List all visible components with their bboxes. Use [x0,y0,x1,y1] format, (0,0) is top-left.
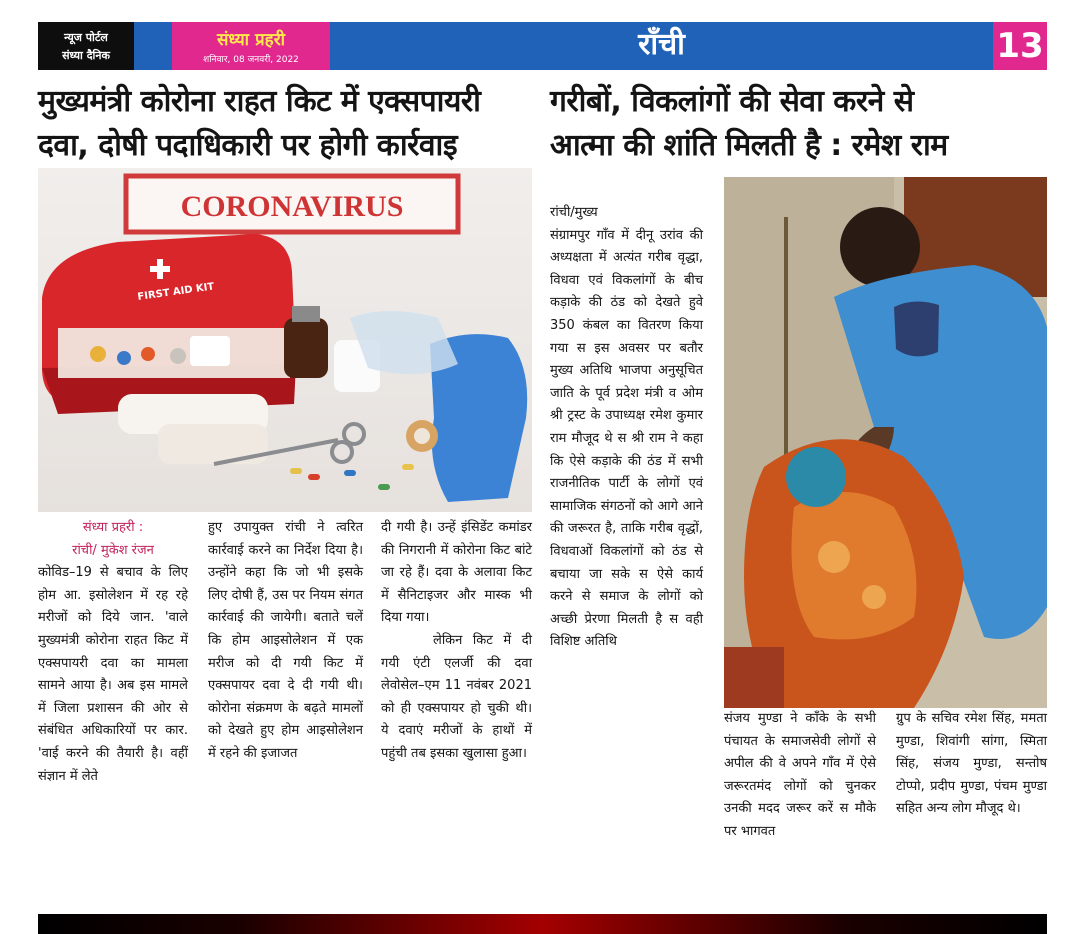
left-story-text-2: हुए उपायुक्त रांची ने त्वरित कार्रवाई करने का निर्देश दिया है। उन्होंने कहा कि जो भी इसके लिए दोषी हैं, उस पर नियम संगत कार्रवाई की जायेगी। बताते चलें कि होम आइसोलेशन में एक मरीज को दी गयी किट में एक्सपायर दवा दे दी गयी थी। कोरोना संक्रमण के बढ़ते मामलों को देखते हुए होम आइसोलेशन में रहने की इजाजत [208,520,363,761]
brand-name: संध्या प्रहरी [216,30,286,50]
headline-right-line2: आत्मा की शांति मिलती है : रमेश राम [550,128,948,163]
first-aid-kit-illustration [38,168,532,512]
headline-left [38,80,538,168]
portal-line1: न्यूज पोर्टल [64,31,108,44]
first-aid-kit-label: FIRST AID KIT [136,281,215,303]
headline-right [550,80,1048,168]
right-story-text-3: ग्रुप के सचिव रमेश सिंह, ममता मुण्डा, शिवांगी सांगा, स्मिता सिंह, संजय मुण्डा, सन्तोष टोप्पो, प्रदीप मुण्डा, पंचम मुण्डा सहित अन्य लोग मौजूद थे। [896,711,1047,817]
brand-logo [172,22,330,70]
right-story-text-2: संजय मुण्डा ने काँके के सभी पंचायत के समाजसेवी लोगों से अपील की वे अपने गाँव में ऐसे जरूरतमंद लोगों को चुनकर उनकी मदद जरूर करें स मौके पर भागवत [724,711,876,839]
blanket-distribution-photo [724,177,1047,708]
headline-right-line1: गरीबों, विकलांगों की सेवा करने से [550,84,914,119]
left-story-text-3a: दी गयी है। उन्हें इंसिडेंट कमांडर की निगरानी में कोरोना किट बांटे जा रहे हैं। दवा के अलावा किट में सैनिटाइजर और मास्क भी दिया गया। [381,520,532,626]
left-story-text-1: कोविड–19 से बचाव के लिए होम आ. इसोलेशन में रह रहे मरीजों को दिये जान. 'वाले मुख्यमंत्री कोरोना राहत किट में एक्सपायरी दवा का मामला सामने आया है। अब इस मामले में जिला प्रशासन की ओर से संबंधित अधिकारियों पर कार. 'वाई करने की तैयारी है। वहीं संज्ञान में लेते [38,565,188,784]
byline-publication: संध्या प्रहरी : [82,520,144,535]
coronavirus-banner: CORONAVIRUS [180,190,404,223]
first-aid-kit-photo [38,168,532,512]
left-story-text-3b: लेकिन किट में दी गयी एंटी एलर्जी की दवा लेवोसेल–एम 11 नवंबर 2021 को ही एक्सपायर हो चुकी थी। ये दवाएं मरीजों के हाथों में पहुंची तब इसका खुलासा हुआ। [381,632,532,761]
blanket-distribution-illustration [724,177,1047,708]
portal-line2: संध्या दैनिक [62,49,110,62]
left-story-column-3 [381,517,532,766]
left-story-column-2 [208,517,363,766]
footer-band [38,914,1047,934]
section-title: राँची [638,27,685,62]
issue-date: शनिवार, 08 जनवरी, 2022 [203,55,299,65]
headline-left-line2: दवा, दोषी पदाधिकारी पर होगी कार्रवाइ [38,128,458,163]
right-story-text-1: संग्रामपुर गाँव में दीनू उरांव की अध्यक्षता में अत्यंत गरीब वृद्धा, विधवा एवं विकलांगों के बीच कड़ाके की ठंड को देखते हुवे 350 कंबल का वितरण किया गया स इस अवसर पर बतौर मुख्य अतिथि भाजपा अनुसूचित जाति के पूर्व प्रदेश मंत्री व ओम श्री ट्रस्ट के उपाध्यक्ष रमेश कुमार राम मौजूद थे स श्री राम ने कहा कि ऐसे कड़ाके की ठंड में सभी राजनीतिक पार्टी के लोगों एवं सामाजिक संगठनों को आगे आने की जरूरत है, ताकि गरीब वृद्धों, विधवाओं विकलांगों को ठंड से बचाया जा सके स ऐसे कार्य करने से समाज के लोगों को अच्छी प्रेरणा मिलती है स वही विशिष्ट अतिथि [550,227,703,650]
right-story-column-2 [724,708,876,844]
masthead [38,22,1047,70]
page-number: 13 [993,22,1047,70]
right-story-column-1 [550,202,703,654]
right-story-column-3 [896,708,1047,821]
byline-author: रांची/ मुकेश रंजन [72,542,154,558]
left-story-column-1 [38,517,188,788]
portal-label [38,22,134,70]
headline-left-line1: मुख्यमंत्री कोरोना राहत किट में एक्सपायरी [38,84,481,119]
right-story-dateline: रांची/मुख्य [550,205,598,220]
